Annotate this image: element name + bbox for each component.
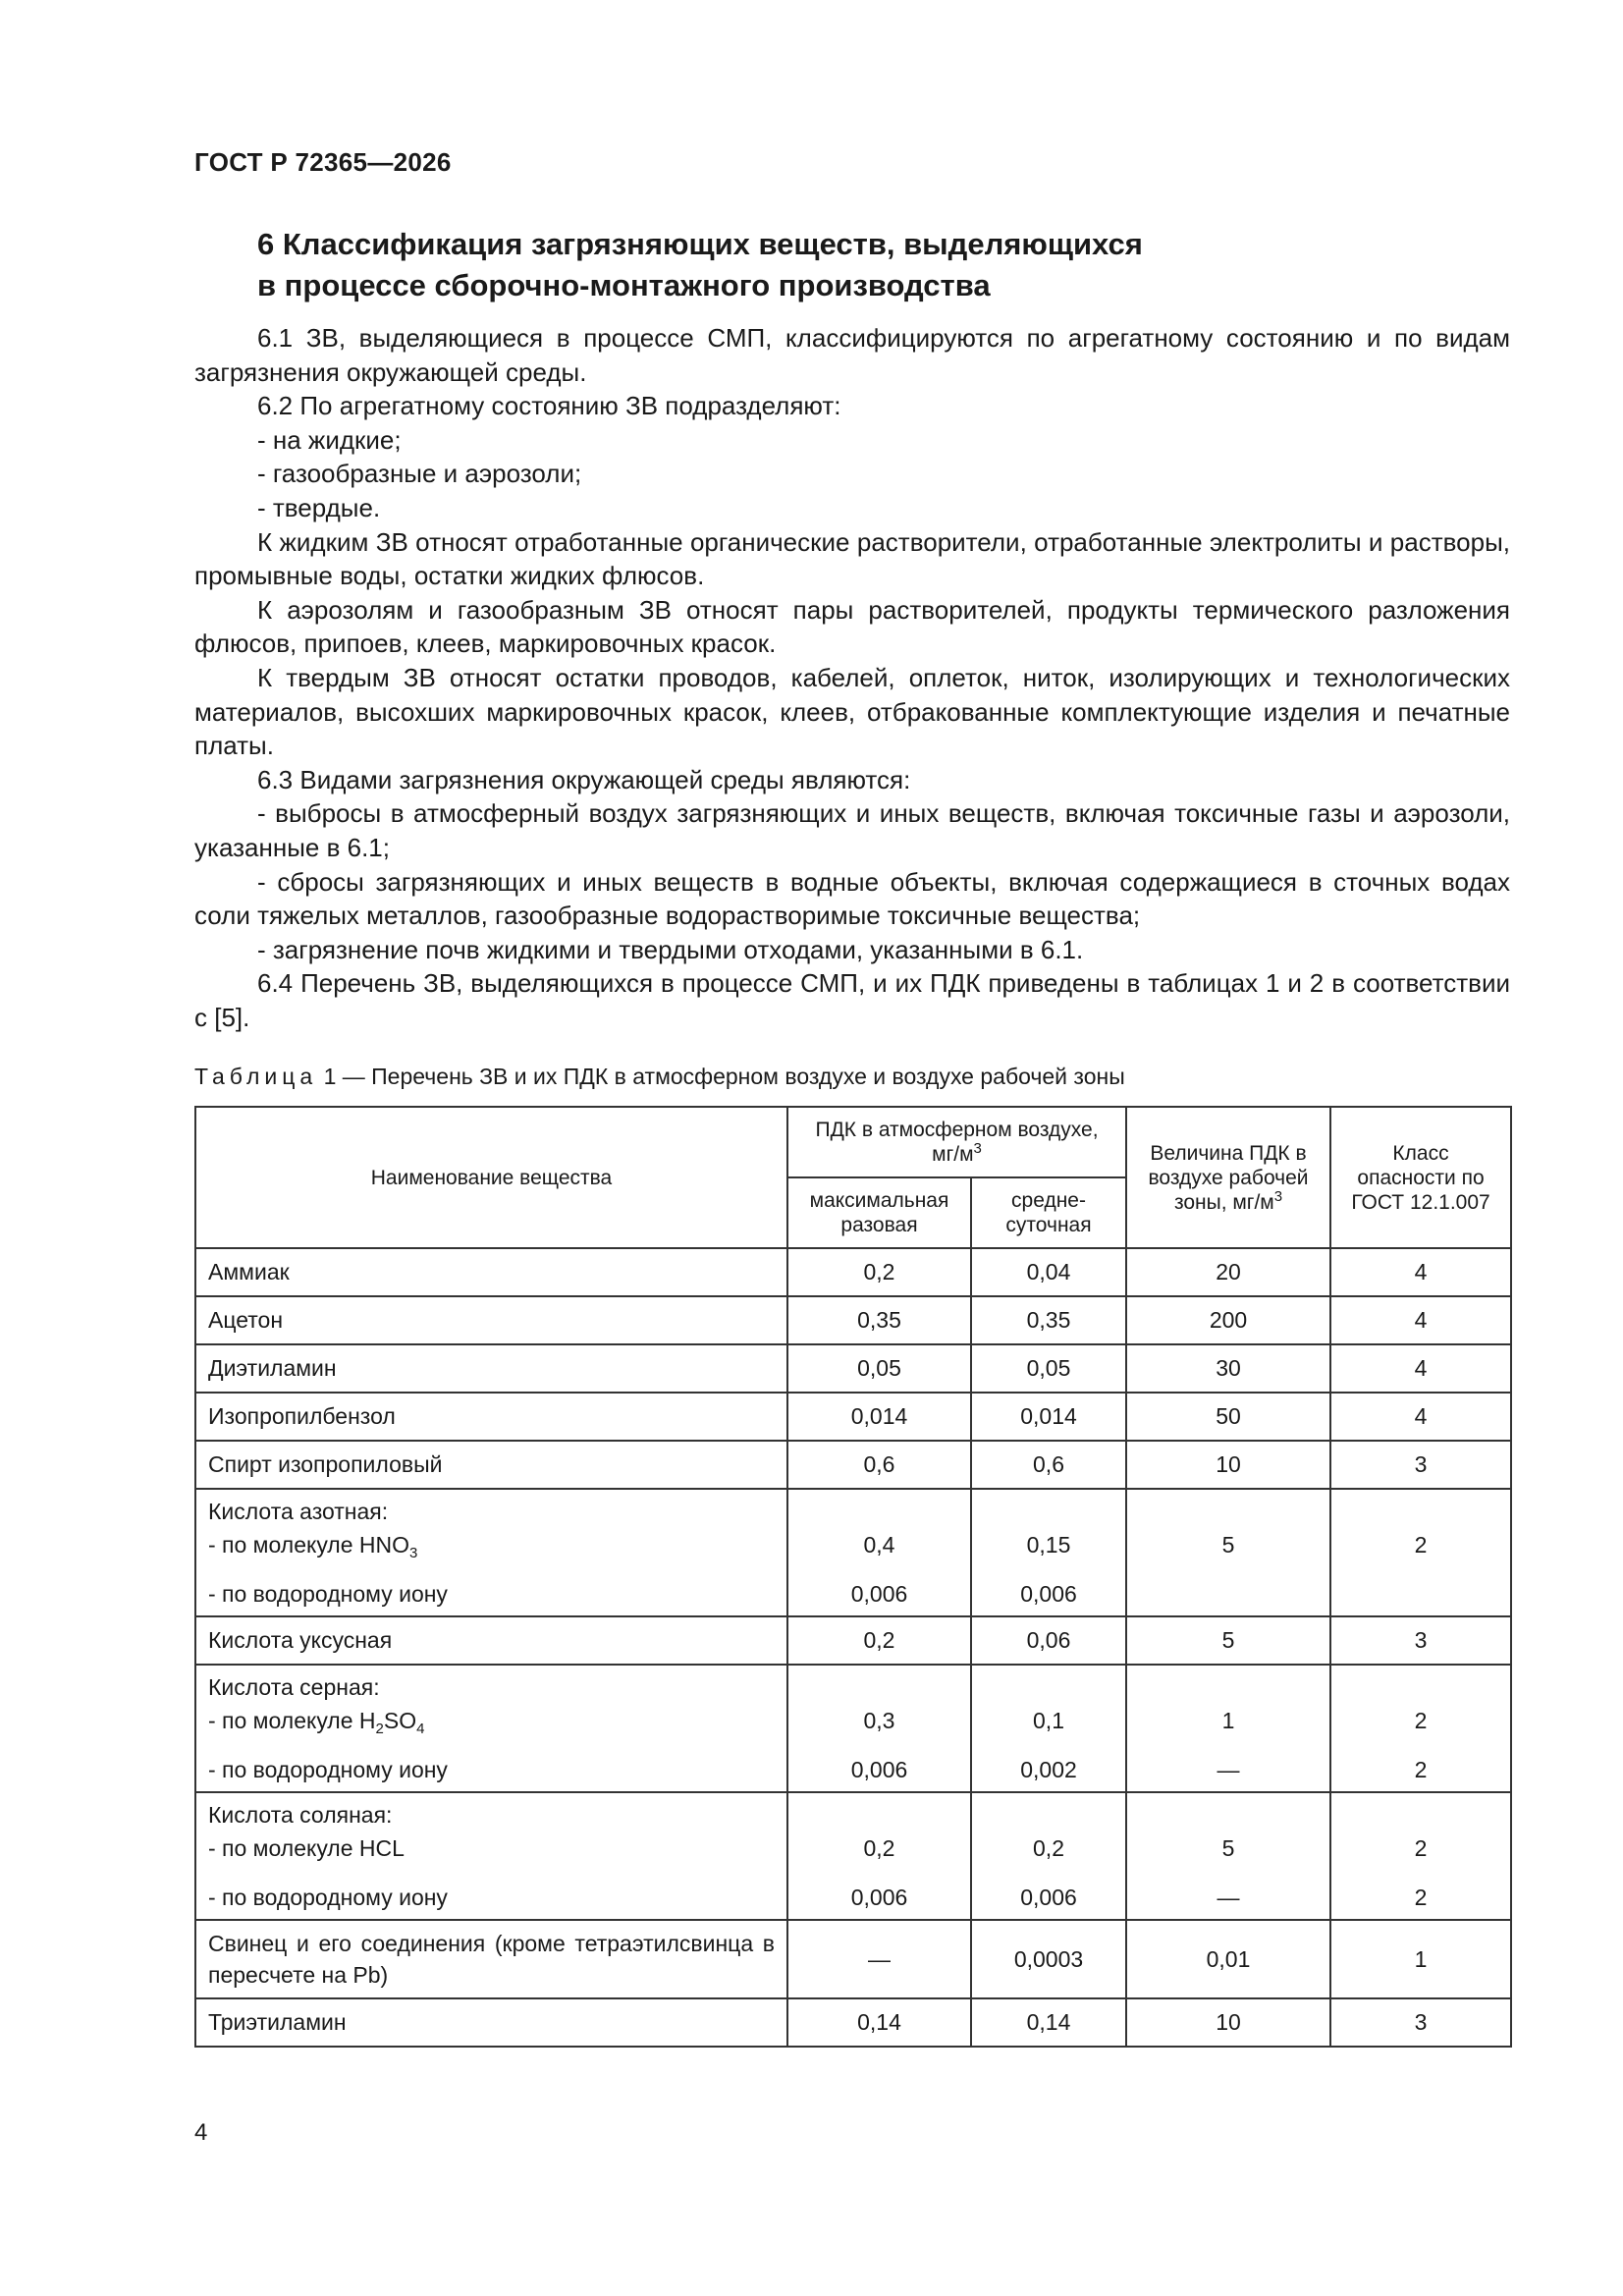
hazard-class [1330, 1792, 1511, 1920]
hazard-class: 3 [1330, 1998, 1511, 2047]
substance-subitem: - по водородному иону [208, 1885, 448, 1910]
hazard-class-value: 2 [1414, 1532, 1428, 1558]
pdk-max-value: 0,006 [850, 1581, 908, 1607]
pdk-max: 0,05 [787, 1344, 971, 1393]
hazard-class-value: 2 [1414, 1757, 1428, 1782]
pdk-max-value: 0,006 [850, 1885, 908, 1910]
hazard-class: 4 [1330, 1344, 1511, 1393]
pdk-work-value: — [1217, 1885, 1240, 1910]
pdk-avg-value: 0,006 [1020, 1581, 1077, 1607]
list-item: - газообразные и аэрозоли; [257, 459, 582, 489]
hazard-class: 4 [1330, 1248, 1511, 1296]
pdk-max: 0,2 [787, 1248, 971, 1296]
hazard-class [1330, 1489, 1511, 1616]
hazard-class: 3 [1330, 1441, 1511, 1489]
paragraph: 6.3 Видами загрязнения окружающей среды являются: [257, 764, 911, 794]
substance-name: Аммиак [195, 1248, 787, 1296]
paragraph: К жидким ЗВ относят отработанные органические растворители, отработанные электролиты и растворы, промывные воды, остатки жидких флюсов. [194, 526, 1510, 591]
table-row [195, 1344, 1511, 1393]
pdk-work: 5 [1126, 1616, 1330, 1665]
substance-title: Кислота азотная: [208, 1499, 389, 1524]
pdk-avg: 0,0003 [971, 1920, 1126, 1998]
hazard-class: 4 [1330, 1393, 1511, 1441]
pdk-work: 200 [1126, 1296, 1330, 1344]
body-text [194, 321, 1510, 1034]
substance-name: Кислота уксусная [195, 1616, 787, 1665]
header-pdk-work-zone [1126, 1107, 1330, 1248]
unit-superscript: 3 [973, 1140, 982, 1157]
table-row [195, 1616, 1511, 1665]
section-title [257, 224, 1534, 306]
hazard-class-value: 2 [1414, 1885, 1428, 1910]
page-number: 4 [194, 2119, 208, 2146]
pdk-avg: 0,6 [971, 1441, 1126, 1489]
pdk-avg: 0,06 [971, 1616, 1126, 1665]
header-pdk-air [787, 1107, 1126, 1177]
pdk-work: 10 [1126, 1998, 1330, 2047]
table-row-hydrochloric-acid [195, 1792, 1511, 1920]
table-caption-text: 1 — Перечень ЗВ и их ПДК в атмосферном воздухе и воздухе рабочей зоны [317, 1064, 1125, 1089]
header-pdk-air-label: ПДК в атмосферном воздухе, [815, 1119, 1099, 1141]
pdk-max-value: 0,4 [863, 1532, 895, 1558]
pdk-max-value: 0,006 [850, 1757, 908, 1782]
pdk-work-value: 5 [1221, 1835, 1235, 1861]
hazard-class-value: 2 [1414, 1835, 1428, 1861]
unit-superscript: 3 [1273, 1187, 1283, 1205]
list-item: - выбросы в атмосферный воздух загрязняющих и иных веществ, включая токсичные газы и аэрозоли, указанные в 6.1; [194, 798, 1510, 862]
substance-name: Триэтиламин [195, 1998, 787, 2047]
pdk-max: 0,014 [787, 1393, 971, 1441]
document-id-header: ГОСТ Р 72365—2026 [194, 147, 452, 177]
substance-subitem: - по водородному иону [208, 1757, 448, 1782]
pdk-max-value: 0,2 [863, 1835, 895, 1861]
list-item: - твердые. [257, 492, 381, 522]
paragraph: К твердым ЗВ относят остатки проводов, кабелей, оплеток, ниток, изолирующих и технологических материалов, высохших маркировочных красок, клеев, отбракованные комплектующие изделия и печатные платы. [194, 662, 1510, 761]
pdk-avg [971, 1489, 1126, 1616]
pdk-work-value: 1 [1221, 1708, 1235, 1733]
pdk-work: 30 [1126, 1344, 1330, 1393]
table-row-sulfuric-acid [195, 1665, 1511, 1792]
table-caption-label: Таблица [194, 1064, 318, 1089]
chemical-index: 2 [375, 1721, 384, 1737]
header-substance-name: Наименование вещества [195, 1107, 787, 1248]
substance-title: Кислота соляная: [208, 1802, 393, 1828]
pdk-avg-value: 0,15 [1026, 1532, 1071, 1558]
pollutants-table [194, 1106, 1512, 2048]
list-item: - сбросы загрязняющих и иных веществ в водные объекты, включая содержащиеся в сточных водах соли тяжелых металлов, газообразные водорастворимые токсичные вещества; [194, 866, 1510, 931]
header-hazard-class: Класс опасности по ГОСТ 12.1.007 [1330, 1107, 1511, 1248]
table-row-nitric-acid [195, 1489, 1511, 1616]
list-item: - на жидкие; [257, 424, 402, 455]
pdk-avg [971, 1792, 1126, 1920]
section-title-line-2: в процессе сборочно-монтажного производства [257, 268, 991, 302]
table-row [195, 1441, 1511, 1489]
pdk-max: 0,6 [787, 1441, 971, 1489]
substance-subitem: - по молекуле HNO [208, 1532, 410, 1558]
pdk-work [1126, 1489, 1330, 1616]
pdk-work [1126, 1792, 1330, 1920]
pdk-avg: 0,04 [971, 1248, 1126, 1296]
pdk-max-value: 0,3 [863, 1708, 895, 1733]
section-title-line-1: 6 Классификация загрязняющих веществ, выделяющихся [257, 227, 1143, 261]
pdk-work: 20 [1126, 1248, 1330, 1296]
pdk-work [1126, 1665, 1330, 1792]
pdk-avg: 0,05 [971, 1344, 1126, 1393]
hazard-class-value: 2 [1414, 1708, 1428, 1733]
hazard-class: 1 [1330, 1920, 1511, 1998]
chemical-index: 4 [416, 1721, 425, 1737]
table-row [195, 1920, 1511, 1998]
pdk-avg-value: 0,2 [1033, 1835, 1064, 1861]
header-pdk-work-zone-label: Величина ПДК в воздухе рабочей зоны, мг/м [1148, 1141, 1309, 1214]
hazard-class: 3 [1330, 1616, 1511, 1665]
substance-subitem: - по водородному иону [208, 1581, 448, 1607]
pdk-max: 0,35 [787, 1296, 971, 1344]
pdk-avg: 0,014 [971, 1393, 1126, 1441]
pdk-work: 0,01 [1126, 1920, 1330, 1998]
paragraph: 6.2 По агрегатному состоянию ЗВ подразделяют: [257, 391, 841, 421]
pdk-max: 0,2 [787, 1616, 971, 1665]
table-caption [194, 1064, 1125, 1090]
substance-name [195, 1665, 787, 1792]
pdk-work: 10 [1126, 1441, 1330, 1489]
table-row [195, 1998, 1511, 2047]
substance-subitem: - по молекуле HCL [208, 1835, 405, 1861]
pdk-max: 0,14 [787, 1998, 971, 2047]
pdk-work-value: 5 [1221, 1532, 1235, 1558]
paragraph: 6.4 Перечень ЗВ, выделяющихся в процессе СМП, и их ПДК приведены в таблицах 1 и 2 в соответствии с [5]. [194, 968, 1510, 1032]
pdk-max [787, 1792, 971, 1920]
substance-name: Изопропилбензол [195, 1393, 787, 1441]
pdk-max: — [787, 1920, 971, 1998]
pdk-work-value: — [1217, 1757, 1240, 1782]
list-item: - загрязнение почв жидкими и твердыми отходами, указанными в 6.1. [257, 934, 1084, 964]
substance-name: Свинец и его соединения (кроме тетраэтилсвинца в пересчете на Pb) [195, 1920, 787, 1998]
table-row [195, 1248, 1511, 1296]
pdk-avg: 0,14 [971, 1998, 1126, 2047]
pdk-avg-value: 0,1 [1033, 1708, 1064, 1733]
pdk-avg-value: 0,002 [1020, 1757, 1077, 1782]
table-row [195, 1296, 1511, 1344]
header-max-single: максимальная разовая [787, 1177, 971, 1248]
substance-title: Кислота серная: [208, 1674, 380, 1700]
hazard-class: 4 [1330, 1296, 1511, 1344]
substance-name [195, 1792, 787, 1920]
header-pdk-air-unit: мг/м [932, 1143, 974, 1166]
substance-name [195, 1489, 787, 1616]
substance-subitem: - по молекуле H [208, 1708, 376, 1733]
substance-name: Ацетон [195, 1296, 787, 1344]
pdk-work: 50 [1126, 1393, 1330, 1441]
substance-name: Спирт изопропиловый [195, 1441, 787, 1489]
chemical-formula-part: SO [383, 1708, 417, 1733]
pdk-max [787, 1489, 971, 1616]
header-daily-average: средне-суточная [971, 1177, 1126, 1248]
table-row [195, 1393, 1511, 1441]
hazard-class [1330, 1665, 1511, 1792]
paragraph: К аэрозолям и газообразным ЗВ относят пары растворителей, продукты термического разложения флюсов, припоев, клеев, маркировочных красок. [194, 594, 1510, 659]
pdk-avg: 0,35 [971, 1296, 1126, 1344]
paragraph: 6.1 ЗВ, выделяющиеся в процессе СМП, классифицируются по агрегатному состоянию и по видам загрязнения окружающей среды. [194, 323, 1510, 387]
pdk-avg [971, 1665, 1126, 1792]
pdk-max [787, 1665, 971, 1792]
chemical-index: 3 [409, 1545, 418, 1561]
pdk-avg-value: 0,006 [1020, 1885, 1077, 1910]
substance-name: Диэтиламин [195, 1344, 787, 1393]
